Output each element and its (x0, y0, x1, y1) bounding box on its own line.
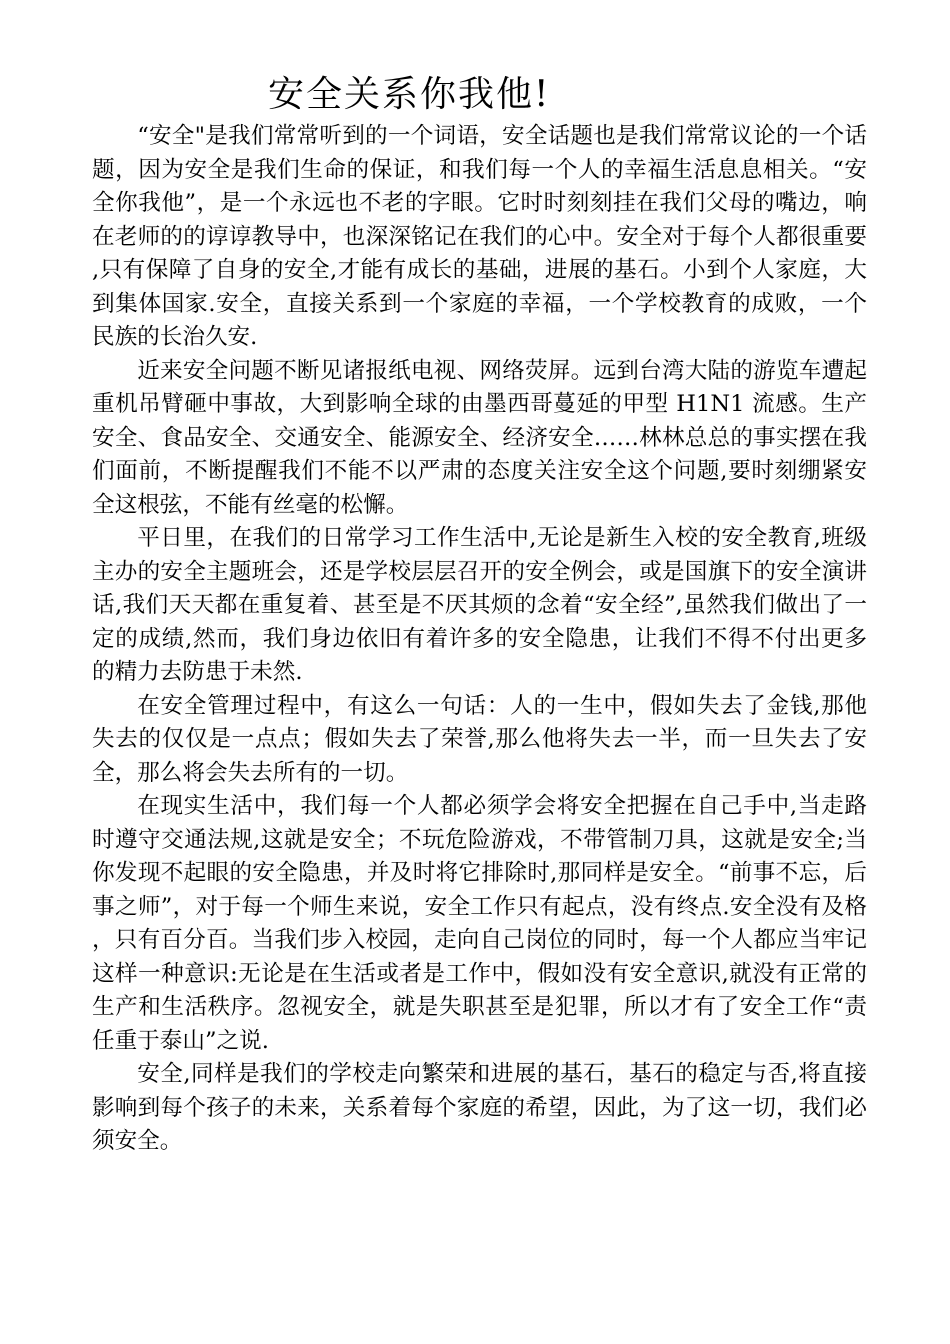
paragraph-1: “安全"是我们常常听到的一个词语，安全话题也是我们常常议论的一个话题，因为安全是我们生命的保证，和我们每一个人的幸福生活息息相关。“安全你我他”，是一个永远也不老的字眼。它时时刻刻挂在我们父母的嘴边，响在老师的的谆谆教导中，也深深铭记在我们的心中。安全对于每个人都很重要,只有保障了自身的安全,才能有成长的基础，进展的基石。小到个人家庭，大到集体国家.安全，直接关系到一个家庭的幸福，一个学校教育的成败，一个民族的长治久安. (92, 123, 867, 350)
paragraph-6: 安全,同样是我们的学校走向繁荣和进展的基石，基石的稳定与否,将直接影响到每个孩子的未来，关系着每个家庭的希望，因此，为了这一切，我们必须安全。 (92, 1061, 867, 1154)
paragraph-2: 近来安全问题不断见诸报纸电视、网络荧屏。远到台湾大陆的游览车遭起重机吊臂砸中事故，大到影响全球的由墨西哥蔓延的甲型 H1N1 流感。生产安全、食品安全、交通安全、能源安全、经济安全……林林总总的事实摆在我们面前，不断提醒我们不能不以严肃的态度关注安全这个问题,要时刻绷紧安全这根弦，不能有丝毫的松懈。 (92, 357, 867, 518)
document-title: 安全关系你我他! (268, 74, 551, 115)
paragraph-4: 在安全管理过程中，有这么一句话：人的一生中，假如失去了金钱,那他失去的仅仅是一点点；假如失去了荣誉,那么他将失去一半，而一旦失去了安全，那么将会失去所有的一切。 (92, 692, 867, 786)
paragraph-5: 在现实生活中，我们每一个人都必须学会将安全把握在自己手中,当走路时遵守交通法规,这就是安全；不玩危险游戏，不带管制刀具，这就是安全;当你发现不起眼的安全隐患，并及时将它排除时,那同样是安全。“前事不忘，后事之师”，对于每一个师生来说，安全工作只有起点，没有终点.安全没有及格，只有百分百。当我们步入校园，走向自己岗位的同时，每一个人都应当牢记这样一种意识:无论是在生活或者是工作中，假如没有安全意识,就没有正常的生产和生活秩序。忽视安全，就是失职甚至是犯罪，所以才有了安全工作“责任重于泰山”之说. (92, 793, 867, 1054)
paragraph-3: 平日里，在我们的日常学习工作生活中,无论是新生入校的安全教育,班级主办的安全主题班会，还是学校层层召开的安全例会，或是国旗下的安全演讲话,我们天天都在重复着、甚至是不厌其烦的念着“安全经”,虽然我们做出了一定的成绩,然而，我们身边依旧有着许多的安全隐患，让我们不得不付出更多的精力去防患于未然. (92, 525, 867, 685)
document-page (92, 70, 867, 1159)
